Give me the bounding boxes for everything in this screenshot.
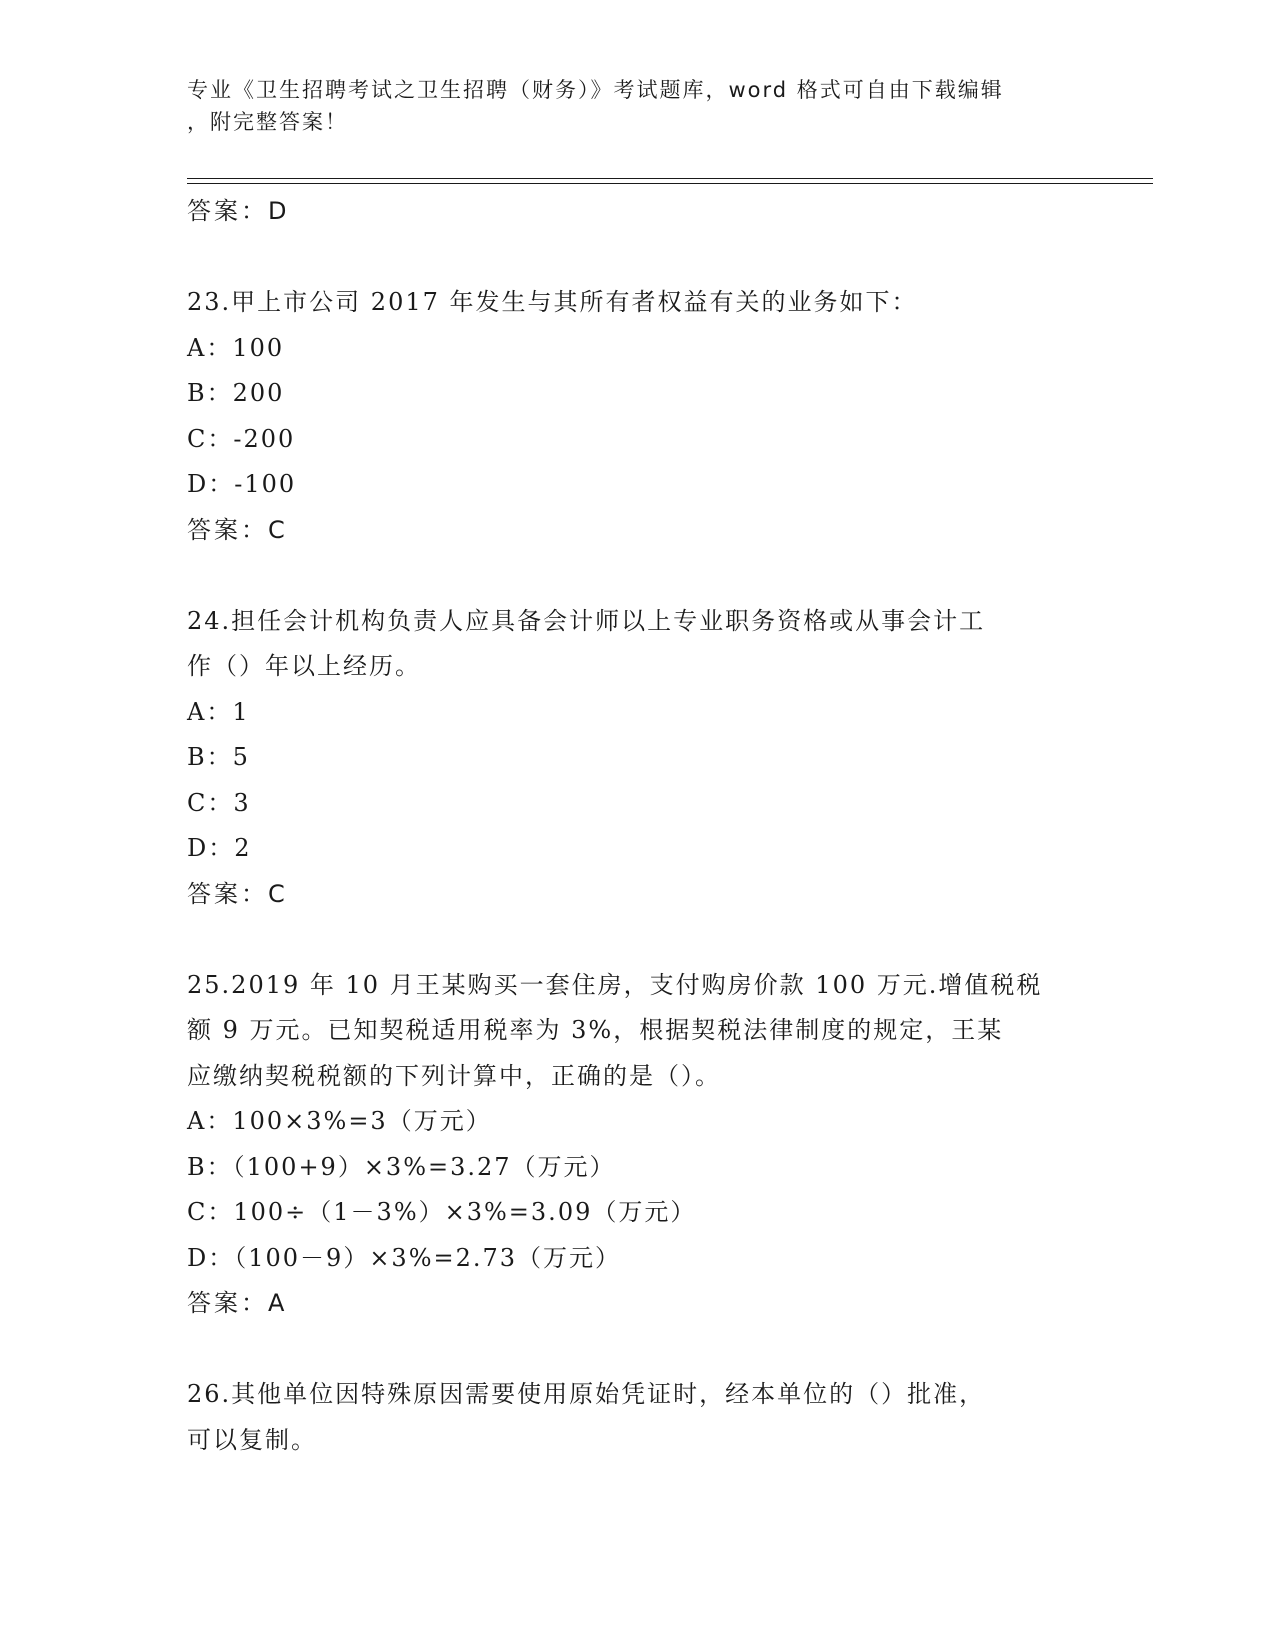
question-25-answer: 答案：A — [187, 1289, 288, 1317]
question-list — [187, 189, 1087, 1463]
spacer — [187, 917, 1087, 963]
question-24-option-c: C：3 — [187, 788, 251, 817]
spacer — [187, 1327, 1087, 1373]
question-26-stem-line-2: 可以复制。 — [187, 1425, 317, 1454]
question-26-stem-line-1: 26.其他单位因特殊原因需要使用原始凭证时，经本单位的（）批准， — [187, 1380, 986, 1408]
question-23-option-a: A：100 — [187, 333, 285, 362]
question-25-option-c: C：100÷（1－3%）×3%=3.09（万元） — [187, 1198, 697, 1226]
spacer — [187, 553, 1087, 599]
question-23-stem: 23.甲上市公司 2017 年发生与其所有者权益有关的业务如下： — [187, 288, 918, 316]
question-25-option-b: B：（100+9）×3%=3.27（万元） — [187, 1152, 616, 1181]
question-24-stem-line-2: 作（）年以上经历。 — [187, 652, 421, 680]
question-24-option-a: A：1 — [187, 697, 250, 726]
question-24-answer: 答案：C — [187, 879, 288, 908]
question-25-stem-line-1: 25.2019 年 10 月王某购买一套住房，支付购房价款 100 万元.增值税税 — [187, 970, 1043, 999]
header-rule-top — [187, 178, 1153, 179]
question-25-option-a: A：100×3%=3（万元） — [187, 1107, 492, 1135]
question-23-answer: 答案：C — [187, 515, 288, 544]
question-23-option-d: D：-100 — [187, 470, 297, 498]
answer-line: 答案：D — [187, 197, 290, 225]
question-24-stem-line-1: 24.担任会计机构负责人应具备会计师以上专业职务资格或从事会计工 — [187, 606, 986, 635]
question-25-stem-line-2: 额 9 万元。已知契税适用税率为 3%，根据契税法律制度的规定，王某 — [187, 1016, 1004, 1044]
question-24-option-d: D：2 — [187, 834, 252, 862]
question-23-option-c: C：-200 — [187, 424, 296, 453]
document-header: 专业《卫生招聘考试之卫生招聘（财务）》考试题库，word 格式可自由下载编辑 ，附完整答案！ — [187, 78, 1004, 134]
header-rule-bottom — [187, 183, 1153, 184]
question-25-stem-line-3: 应缴纳契税税额的下列计算中，正确的是（）。 — [187, 1061, 721, 1090]
question-23-option-b: B：200 — [187, 379, 285, 407]
spacer — [187, 235, 1087, 281]
question-25-option-d: D：（100－9）×3%=2.73（万元） — [187, 1243, 622, 1272]
question-24-option-b: B：5 — [187, 743, 250, 771]
